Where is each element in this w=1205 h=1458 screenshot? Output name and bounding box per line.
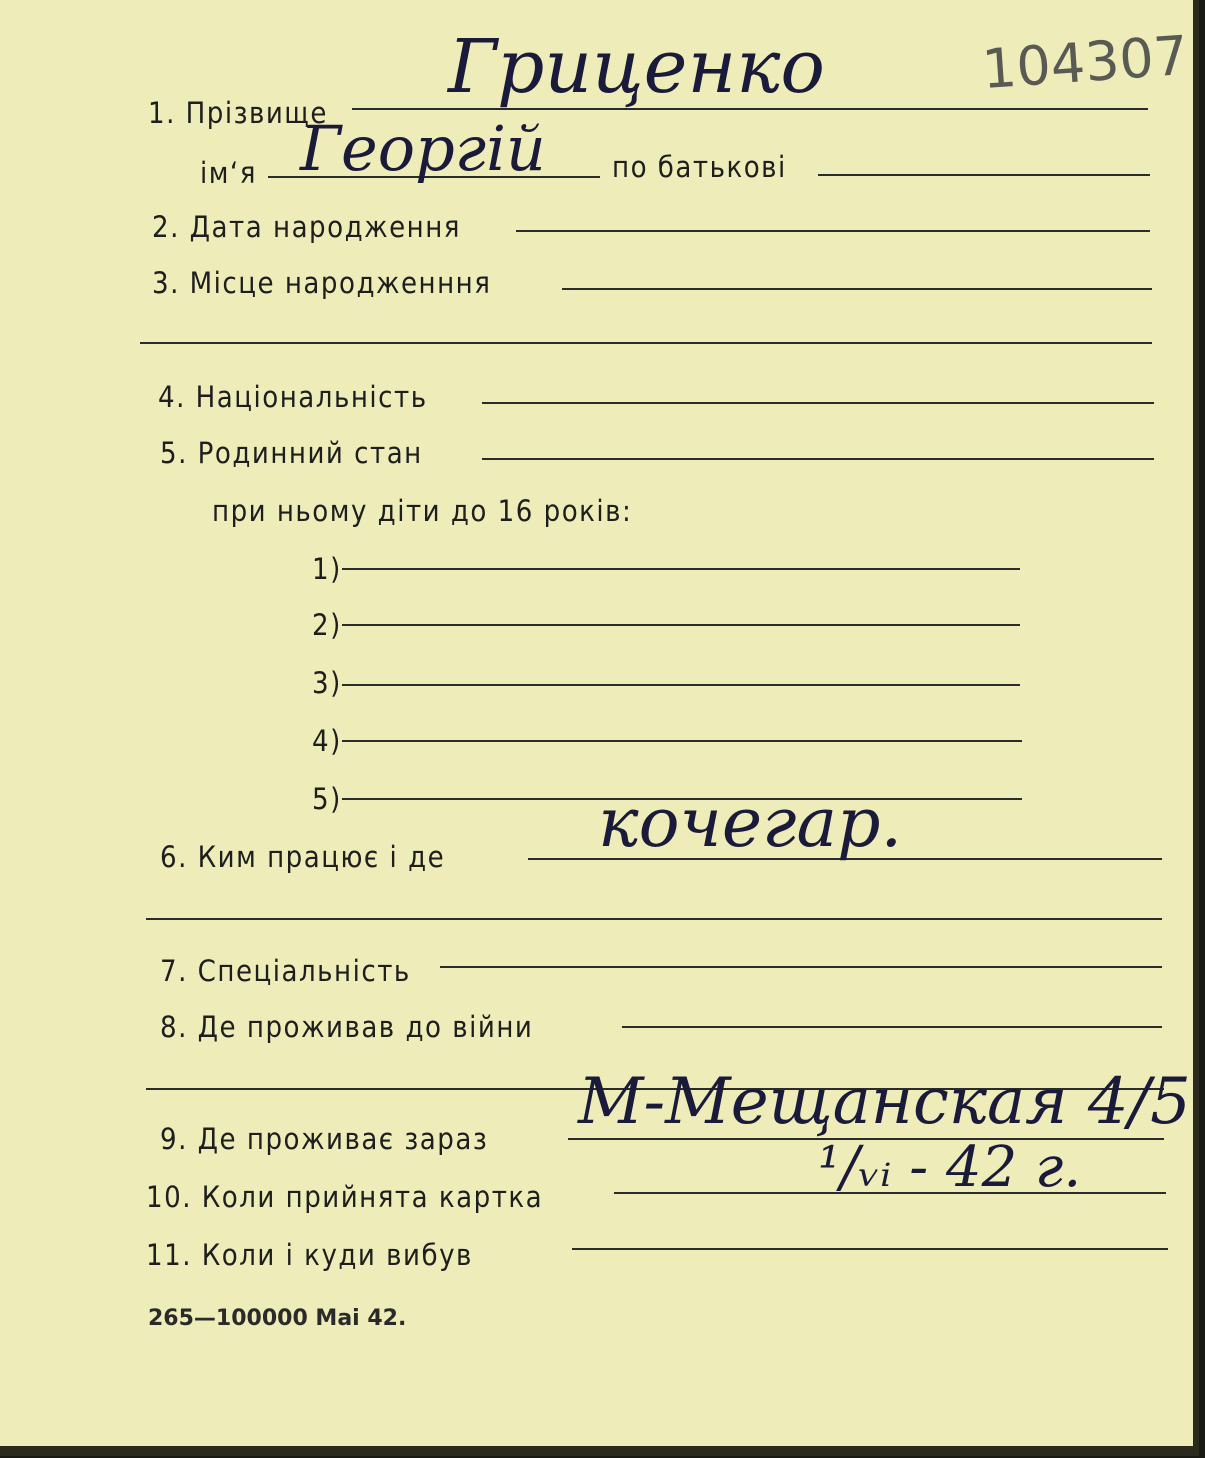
name-label: ім‘я: [200, 156, 257, 190]
current-residence-label: 9. Де проживає зараз: [160, 1122, 489, 1156]
work-line-2: [146, 918, 1162, 920]
prewar-residence-label: 8. Де проживав до війни: [160, 1010, 534, 1044]
surname-handwritten: Гриценко: [448, 24, 825, 110]
child-4-label: 4): [312, 724, 342, 758]
children-label: при ньому діти до 16 років:: [212, 494, 633, 528]
registry-number-pencil: 104307: [980, 23, 1191, 102]
patronymic-line: [818, 174, 1150, 176]
child-5-label: 5): [312, 782, 342, 816]
departure-line: [572, 1248, 1168, 1250]
card-accepted-handwritten: ¹/ᵥᵢ - 42 г.: [818, 1135, 1082, 1200]
nationality-line: [482, 402, 1154, 404]
birth-place-label: 3. Місце народженння: [152, 266, 492, 300]
patronymic-label: по батькові: [612, 150, 787, 184]
child-3-line: [342, 684, 1020, 686]
family-status-line: [482, 458, 1154, 460]
surname-label: 1. Прізвище: [148, 96, 328, 130]
departure-label: 11. Коли і куди вибув: [146, 1238, 473, 1272]
family-status-label: 5. Родинний стан: [160, 436, 423, 470]
child-4-line: [342, 740, 1022, 742]
specialty-label: 7. Спеціальність: [160, 954, 411, 988]
birth-place-line-2: [140, 342, 1152, 344]
work-handwritten: кочегар.: [598, 784, 903, 863]
specialty-line: [440, 966, 1162, 968]
card-accepted-label: 10. Коли прийнята картка: [146, 1180, 544, 1214]
nationality-label: 4. Національність: [158, 380, 428, 414]
child-2-label: 2): [312, 608, 342, 642]
birth-date-label: 2. Дата народження: [152, 210, 461, 244]
prewar-residence-line: [622, 1026, 1162, 1028]
child-2-line: [342, 624, 1020, 626]
birth-place-line: [562, 288, 1152, 290]
child-3-label: 3): [312, 666, 342, 700]
child-1-line: [342, 568, 1020, 570]
work-label: 6. Ким працює і де: [160, 840, 446, 874]
name-handwritten: Георгій: [300, 112, 546, 185]
birth-date-line: [516, 230, 1150, 232]
current-residence-handwritten: М-Мещанская 4/5: [578, 1065, 1191, 1139]
print-run-footer: 265—100000 Mai 42.: [148, 1306, 407, 1331]
child-1-label: 1): [312, 552, 342, 586]
